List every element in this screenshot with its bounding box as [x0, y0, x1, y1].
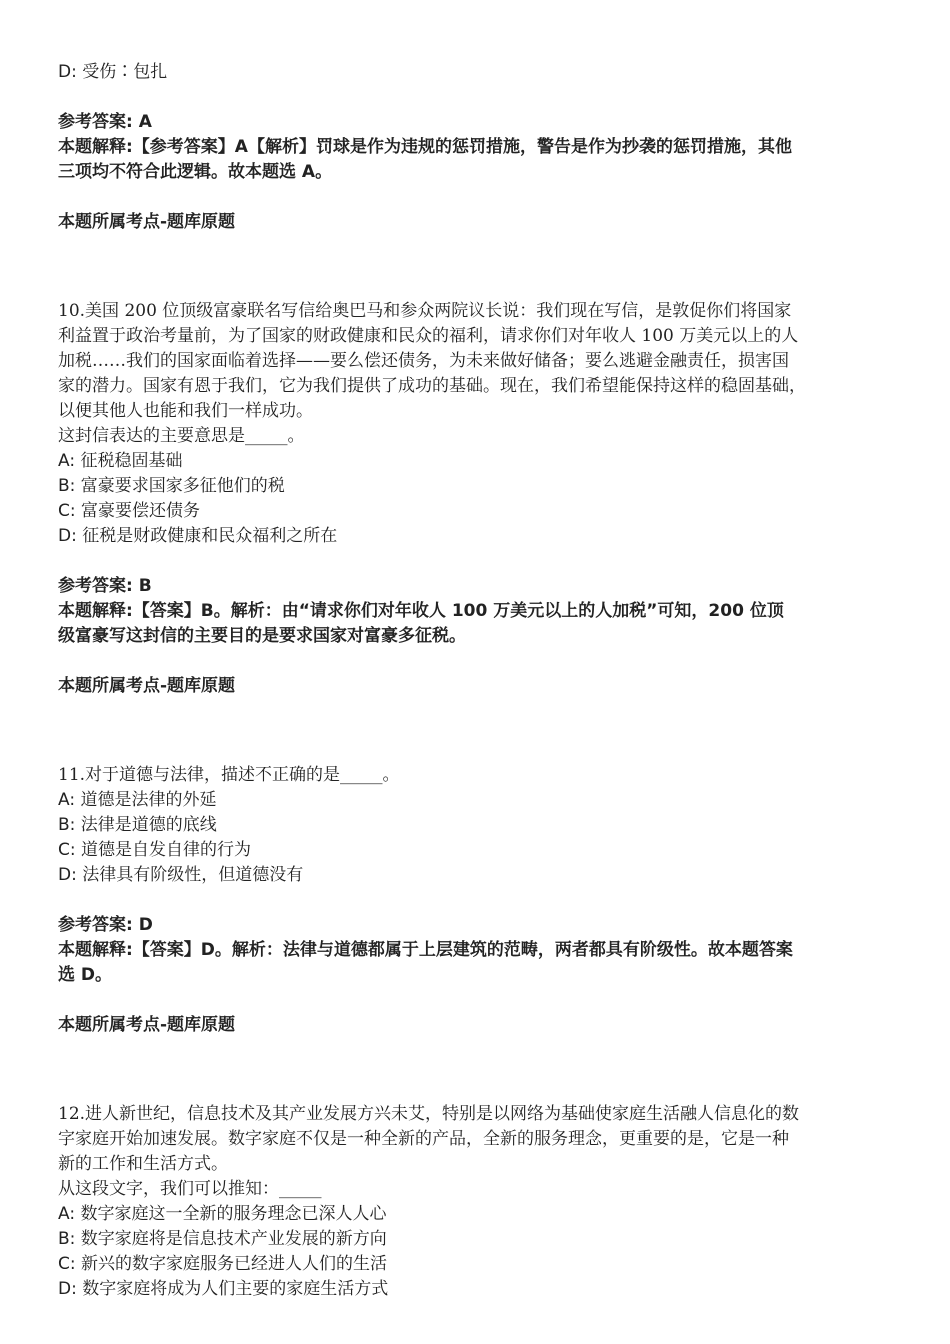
option-key: B: [58, 815, 76, 835]
option-text: 道德是法律的外延 [80, 790, 217, 810]
option-key: B: [58, 1229, 76, 1249]
option-key: D: [58, 1279, 77, 1299]
option-text: 受伤∶包扎 [82, 62, 168, 82]
prev-explanation-line-2: 三项均不符合此逻辑。故本题选 A。 [58, 162, 333, 182]
question-stem-line: 新的工作和生活方式。 [58, 1154, 228, 1174]
answer-label: 参考答案: [58, 112, 133, 132]
option-text: 道德是自发自律的行为 [81, 840, 252, 860]
option-b [58, 813, 894, 838]
option-d [58, 524, 894, 549]
answer-label: 参考答案: [58, 915, 133, 935]
question-10 [58, 299, 894, 699]
topic: 本题所属考点-题库原题 [58, 1015, 236, 1035]
option-text: 富豪要偿还债务 [81, 501, 201, 521]
option-text: 法律是道德的底线 [80, 815, 217, 835]
option-text: 数字家庭将是信息技术产业发展的新方向 [80, 1229, 387, 1249]
option-key: B: [58, 476, 76, 496]
answer-value: B [138, 576, 152, 596]
question-stem-line: 以便其他人也能和我们一样成功。 [58, 401, 313, 421]
option-key: D: [58, 526, 77, 546]
prev-topic: 本题所属考点-题库原题 [58, 212, 236, 232]
question-stem-line: 家的潜力。国家有恩于我们，它为我们提供了成功的基础。现在，我们希望能保持这样的稳固基础， [58, 376, 806, 396]
option-text: 富豪要求国家多征他们的税 [80, 476, 285, 496]
option-key: C: [58, 501, 76, 521]
answer-value: D [138, 915, 153, 935]
prev-option-d [58, 60, 894, 85]
option-d [58, 863, 894, 888]
answer [58, 574, 894, 599]
prev-answer [58, 110, 894, 135]
explanation-line: 选 D。 [58, 965, 113, 985]
option-a [58, 788, 894, 813]
option-key: A: [58, 451, 76, 471]
option-d [58, 1277, 894, 1302]
question-12 [58, 1102, 894, 1302]
question-11 [58, 763, 894, 1038]
explanation-line: 本题解释:【答案】B。解析：由“请求你们对年收人 100 万美元以上的人加税”可知，200 位顶 [58, 601, 784, 621]
option-key: C: [58, 840, 76, 860]
explanation-line: 本题解释:【答案】D。解析：法律与道德都属于上层建筑的范畴，两者都具有阶级性。故本题答案 [58, 940, 793, 960]
option-b [58, 1227, 894, 1252]
answer-value: A [138, 112, 152, 132]
answer-label: 参考答案: [58, 576, 133, 596]
option-key: D: [58, 62, 77, 82]
topic: 本题所属考点-题库原题 [58, 676, 236, 696]
option-c [58, 838, 894, 863]
option-text: 新兴的数字家庭服务已经进人人们的生活 [81, 1254, 388, 1274]
explanation-line: 级富豪写这封信的主要目的是要求国家对富豪多征税。 [58, 626, 466, 646]
option-key: A: [58, 790, 76, 810]
option-text: 数字家庭将成为人们主要的家庭生活方式 [82, 1279, 389, 1299]
question-stem-line: 从这段文字，我们可以推知：_____ [58, 1179, 322, 1199]
option-a [58, 1202, 894, 1227]
option-text: 征税是财政健康和民众福利之所在 [82, 526, 338, 546]
question-stem-line: 字家庭开始加速发展。数字家庭不仅是一种全新的产品，全新的服务理念，更重要的是，它是一种 [58, 1129, 789, 1149]
option-text: 征税稳固基础 [80, 451, 183, 471]
option-a [58, 449, 894, 474]
option-c [58, 499, 894, 524]
option-text: 法律具有阶级性，但道德没有 [82, 865, 304, 885]
option-b [58, 474, 894, 499]
option-key: C: [58, 1254, 76, 1274]
option-key: D: [58, 865, 77, 885]
prev-explanation-line-1: 本题解释:【参考答案】A【解析】罚球是作为违规的惩罚措施，警告是作为抄袭的惩罚措施，其他 [58, 137, 792, 157]
document-page [58, 60, 894, 1302]
option-c [58, 1252, 894, 1277]
question-stem-line: 10.美国 200 位顶级富豪联名写信给奥巴马和参众两院议长说：我们现在写信，是敦促你们将国家 [58, 301, 792, 321]
option-text: 数字家庭这一全新的服务理念已深人人心 [80, 1204, 387, 1224]
option-key: A: [58, 1204, 76, 1224]
question-stem-line: 11.对于道德与法律，描述不正确的是_____。 [58, 765, 400, 785]
question-stem-line: 利益置于政治考量前，为了国家的财政健康和民众的福利，请求你们对年收人 100 万美元以上的人 [58, 326, 799, 346]
question-stem-line: 这封信表达的主要意思是_____。 [58, 426, 305, 446]
question-stem-line: 加税……我们的国家面临着选择——要么偿还债务，为未来做好储备；要么逃避金融责任，损害国 [58, 351, 789, 371]
answer [58, 913, 894, 938]
question-stem-line: 12.进人新世纪，信息技术及其产业发展方兴未艾，特别是以网络为基础使家庭生活融人信息化的数 [58, 1104, 800, 1124]
